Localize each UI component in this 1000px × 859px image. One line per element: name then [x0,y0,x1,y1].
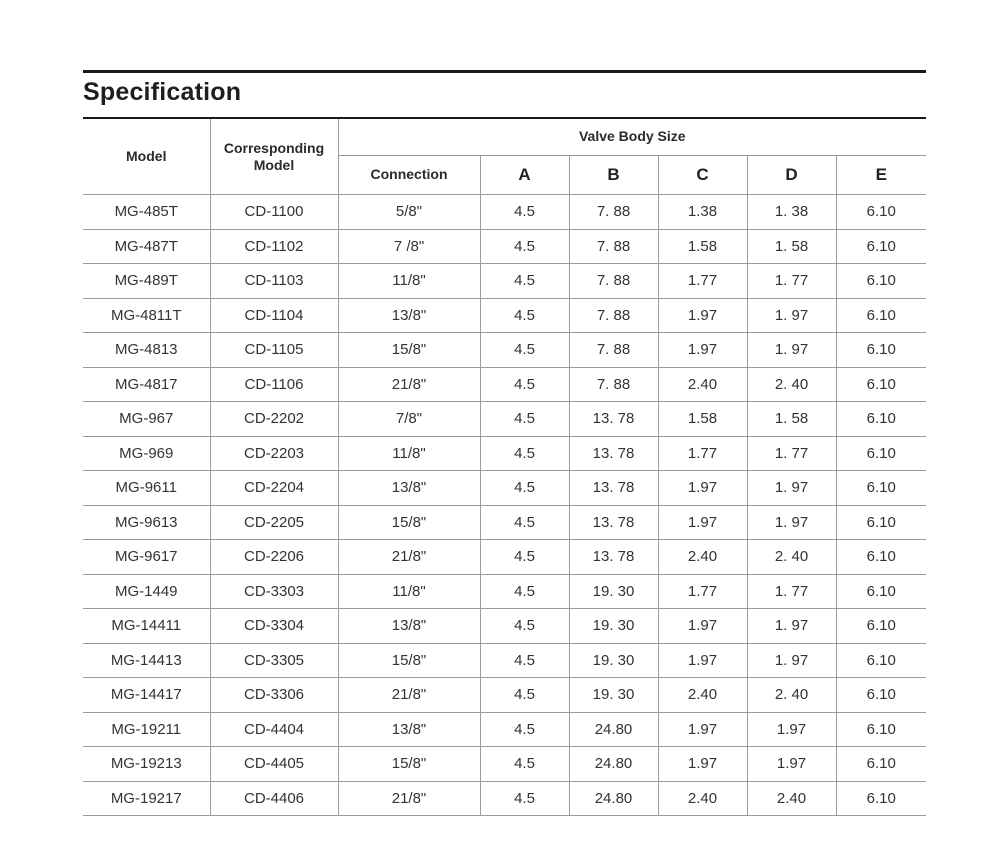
cell-corresponding-model: CD-2206 [210,540,338,575]
cell-connection: 21/8" [338,678,480,713]
cell-model: MG-19213 [83,747,210,782]
cell-corresponding-model: CD-1106 [210,367,338,402]
cell-d: 2.40 [747,781,836,816]
cell-corresponding-model: CD-2202 [210,402,338,437]
header-model [83,118,210,195]
cell-corresponding-model: CD-1105 [210,333,338,368]
cell-a: 4.5 [480,574,569,609]
cell-e: 6.10 [836,643,926,678]
cell-d: 1. 97 [747,643,836,678]
header-model-label: Model [126,147,167,164]
cell-model: MG-14417 [83,678,210,713]
cell-model: MG-4813 [83,333,210,368]
cell-d: 1. 77 [747,574,836,609]
cell-c: 1.97 [658,609,747,644]
specification-table [83,117,926,816]
cell-a: 4.5 [480,609,569,644]
table-row [83,298,926,333]
cell-d: 1. 38 [747,195,836,230]
cell-d: 1.97 [747,747,836,782]
cell-e: 6.10 [836,505,926,540]
cell-a: 4.5 [480,367,569,402]
table-row [83,195,926,230]
cell-a: 4.5 [480,195,569,230]
header-b [569,156,658,195]
table-row [83,264,926,299]
table-row [83,747,926,782]
cell-model: MG-485T [83,195,210,230]
cell-c: 1.97 [658,643,747,678]
cell-e: 6.10 [836,436,926,471]
cell-c: 1.77 [658,264,747,299]
cell-c: 1.97 [658,333,747,368]
cell-d: 2. 40 [747,367,836,402]
cell-e: 6.10 [836,195,926,230]
cell-d: 2. 40 [747,678,836,713]
table-row [83,712,926,747]
cell-a: 4.5 [480,678,569,713]
cell-b: 24.80 [569,781,658,816]
cell-c: 1.97 [658,712,747,747]
table-row [83,643,926,678]
cell-e: 6.10 [836,229,926,264]
cell-b: 7. 88 [569,333,658,368]
cell-model: MG-14411 [83,609,210,644]
cell-connection: 13/8" [338,298,480,333]
cell-e: 6.10 [836,609,926,644]
header-e-label: E [875,165,887,184]
cell-d: 1. 77 [747,264,836,299]
header-connection-label: Connection [370,166,448,182]
cell-connection: 15/8" [338,333,480,368]
cell-d: 1. 97 [747,471,836,506]
cell-connection: 7/8" [338,402,480,437]
cell-c: 1.97 [658,298,747,333]
header-corresponding-model [210,118,338,195]
header-c [658,156,747,195]
cell-connection: 15/8" [338,747,480,782]
cell-model: MG-4817 [83,367,210,402]
cell-connection: 21/8" [338,540,480,575]
cell-a: 4.5 [480,781,569,816]
cell-e: 6.10 [836,402,926,437]
cell-b: 19. 30 [569,678,658,713]
cell-d: 1. 97 [747,298,836,333]
cell-a: 4.5 [480,747,569,782]
cell-b: 13. 78 [569,402,658,437]
table-body [83,195,926,816]
cell-b: 13. 78 [569,505,658,540]
cell-connection: 11/8" [338,264,480,299]
header-e [836,156,926,195]
cell-c: 1.97 [658,471,747,506]
cell-e: 6.10 [836,747,926,782]
cell-a: 4.5 [480,436,569,471]
cell-corresponding-model: CD-1100 [210,195,338,230]
table-row [83,229,926,264]
cell-b: 7. 88 [569,367,658,402]
cell-model: MG-967 [83,402,210,437]
cell-d: 1. 97 [747,333,836,368]
header-connection [338,156,480,195]
cell-model: MG-1449 [83,574,210,609]
cell-d: 1. 97 [747,505,836,540]
cell-e: 6.10 [836,678,926,713]
cell-b: 19. 30 [569,609,658,644]
cell-e: 6.10 [836,574,926,609]
cell-b: 19. 30 [569,574,658,609]
cell-model: MG-9613 [83,505,210,540]
cell-model: MG-489T [83,264,210,299]
cell-model: MG-14413 [83,643,210,678]
cell-e: 6.10 [836,712,926,747]
cell-connection: 21/8" [338,367,480,402]
cell-e: 6.10 [836,471,926,506]
table-row [83,367,926,402]
cell-a: 4.5 [480,643,569,678]
top-rule [83,70,926,73]
table-row [83,471,926,506]
cell-model: MG-969 [83,436,210,471]
cell-model: MG-9617 [83,540,210,575]
table-row [83,333,926,368]
cell-a: 4.5 [480,505,569,540]
header-b-label: B [607,165,620,184]
cell-corresponding-model: CD-3303 [210,574,338,609]
header-corresponding-line2: Model [253,156,295,173]
table-row [83,402,926,437]
header-valve-body-size-label: Valve Body Size [578,128,686,144]
cell-connection: 13/8" [338,471,480,506]
table-row [83,574,926,609]
cell-b: 7. 88 [569,229,658,264]
table-row [83,678,926,713]
cell-b: 13. 78 [569,540,658,575]
cell-a: 4.5 [480,540,569,575]
cell-corresponding-model: CD-2204 [210,471,338,506]
table-row [83,609,926,644]
cell-model: MG-9611 [83,471,210,506]
cell-corresponding-model: CD-3304 [210,609,338,644]
table-row [83,436,926,471]
cell-c: 2.40 [658,540,747,575]
cell-b: 13. 78 [569,471,658,506]
cell-corresponding-model: CD-2203 [210,436,338,471]
cell-a: 4.5 [480,298,569,333]
cell-corresponding-model: CD-1102 [210,229,338,264]
cell-corresponding-model: CD-2205 [210,505,338,540]
cell-d: 1. 77 [747,436,836,471]
cell-connection: 7 /8" [338,229,480,264]
header-corresponding-line1: Corresponding [223,139,325,156]
cell-corresponding-model: CD-3306 [210,678,338,713]
cell-b: 7. 88 [569,264,658,299]
cell-b: 24.80 [569,747,658,782]
cell-c: 2.40 [658,678,747,713]
cell-c: 2.40 [658,367,747,402]
header-row-top [83,118,926,156]
cell-corresponding-model: CD-1104 [210,298,338,333]
cell-b: 13. 78 [569,436,658,471]
table-row [83,540,926,575]
cell-a: 4.5 [480,402,569,437]
header-a-label: A [518,165,531,184]
table-row [83,781,926,816]
cell-model: MG-19211 [83,712,210,747]
cell-e: 6.10 [836,781,926,816]
cell-corresponding-model: CD-4406 [210,781,338,816]
cell-e: 6.10 [836,540,926,575]
cell-model: MG-4811T [83,298,210,333]
header-d-label: D [785,165,798,184]
cell-connection: 5/8" [338,195,480,230]
cell-a: 4.5 [480,333,569,368]
cell-connection: 15/8" [338,643,480,678]
cell-a: 4.5 [480,264,569,299]
cell-c: 1.77 [658,574,747,609]
cell-b: 7. 88 [569,195,658,230]
cell-c: 1.58 [658,229,747,264]
cell-a: 4.5 [480,229,569,264]
cell-a: 4.5 [480,712,569,747]
cell-model: MG-19217 [83,781,210,816]
cell-e: 6.10 [836,367,926,402]
cell-corresponding-model: CD-3305 [210,643,338,678]
cell-connection: 21/8" [338,781,480,816]
cell-e: 6.10 [836,298,926,333]
cell-d: 2. 40 [747,540,836,575]
cell-c: 1.97 [658,747,747,782]
header-c-label: C [696,165,709,184]
cell-c: 1.97 [658,505,747,540]
cell-connection: 11/8" [338,436,480,471]
cell-corresponding-model: CD-4404 [210,712,338,747]
page-title: Specification [83,78,242,106]
cell-b: 24.80 [569,712,658,747]
cell-model: MG-487T [83,229,210,264]
cell-c: 1.58 [658,402,747,437]
cell-c: 1.77 [658,436,747,471]
cell-e: 6.10 [836,333,926,368]
table-row [83,505,926,540]
cell-d: 1. 97 [747,609,836,644]
cell-b: 7. 88 [569,298,658,333]
cell-connection: 15/8" [338,505,480,540]
cell-connection: 13/8" [338,712,480,747]
cell-c: 1.38 [658,195,747,230]
cell-corresponding-model: CD-1103 [210,264,338,299]
cell-connection: 11/8" [338,574,480,609]
cell-c: 2.40 [658,781,747,816]
cell-d: 1. 58 [747,229,836,264]
cell-corresponding-model: CD-4405 [210,747,338,782]
cell-d: 1.97 [747,712,836,747]
cell-d: 1. 58 [747,402,836,437]
header-valve-body-size [338,118,926,156]
cell-a: 4.5 [480,471,569,506]
cell-b: 19. 30 [569,643,658,678]
cell-e: 6.10 [836,264,926,299]
header-d [747,156,836,195]
cell-connection: 13/8" [338,609,480,644]
header-a [480,156,569,195]
